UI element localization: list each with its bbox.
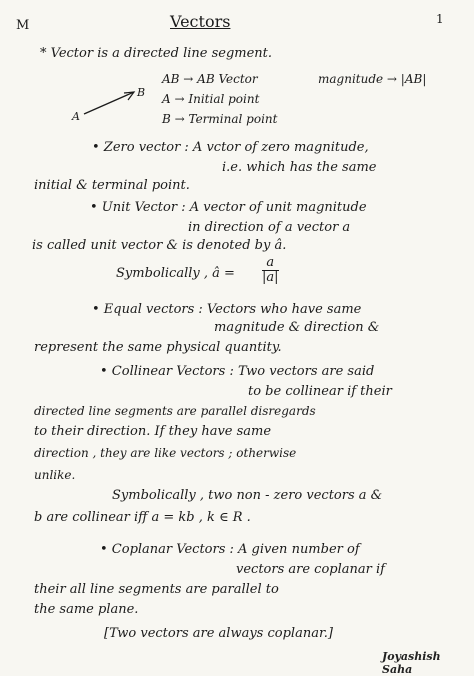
- fraction-denominator: |a|: [262, 270, 279, 285]
- collinear-line-2: to be collinear if their: [248, 384, 392, 399]
- ab-vector-line: AB → AB Vector: [162, 72, 258, 86]
- magnitude-line: magnitude → |AB|: [318, 72, 427, 86]
- unit-vector-formula: Symbolically , â =: [116, 266, 235, 281]
- collinear-line-1: • Collinear Vectors : Two vectors are said: [100, 364, 375, 379]
- equal-vectors-line-3: represent the same physical quantity.: [34, 340, 282, 355]
- coplanar-line-4: the same plane.: [34, 602, 139, 617]
- collinear-line-6: unlike.: [34, 468, 76, 482]
- fraction-numerator: a: [262, 256, 279, 271]
- vector-arrow-line: [84, 92, 134, 114]
- page-title: Vectors: [170, 12, 231, 31]
- corner-mark: M: [16, 18, 30, 33]
- unit-vector-fraction: [262, 256, 279, 285]
- definition-line-1: * Vector is a directed line segment.: [40, 46, 273, 61]
- figure-label-b: B: [137, 86, 146, 99]
- terminal-point-line: B → Terminal point: [162, 112, 278, 126]
- collinear-line-4: to their direction. If they have same: [34, 424, 272, 439]
- unit-vector-line-2: in direction of a vector a: [188, 220, 351, 235]
- collinear-line-8: b are collinear iff a = kb , k ∈ R .: [34, 510, 251, 525]
- coplanar-line-3: their all line segments are parallel to: [34, 582, 279, 597]
- equal-vectors-line-2: magnitude & direction &: [214, 320, 380, 335]
- zero-vector-line-3: initial & terminal point.: [34, 178, 190, 193]
- page-number: 1: [436, 12, 444, 26]
- equal-vectors-line-1: • Equal vectors : Vectors who have same: [92, 302, 362, 317]
- coplanar-line-1: • Coplanar Vectors : A given number of: [100, 542, 360, 557]
- collinear-line-3: directed line segments are parallel disregards: [34, 404, 316, 418]
- zero-vector-line-2: i.e. which has the same: [222, 160, 377, 175]
- coplanar-note: [Two vectors are always coplanar.]: [104, 626, 333, 641]
- unit-vector-line-3: is called unit vector & is denoted by â.: [32, 238, 287, 253]
- collinear-line-7: Symbolically , two non - zero vectors a &: [112, 488, 383, 503]
- coplanar-line-2: vectors are coplanar if: [236, 562, 385, 577]
- initial-point-line: A → Initial point: [162, 92, 260, 106]
- author-signature: Joyashish Saha: [382, 650, 441, 676]
- zero-vector-line-1: • Zero vector : A vctor of zero magnitude,: [92, 140, 369, 155]
- unit-vector-line-1: • Unit Vector : A vector of unit magnitude: [90, 200, 367, 215]
- figure-label-a: A: [72, 110, 80, 123]
- collinear-line-5: direction , they are like vectors ; otherwise: [34, 446, 297, 460]
